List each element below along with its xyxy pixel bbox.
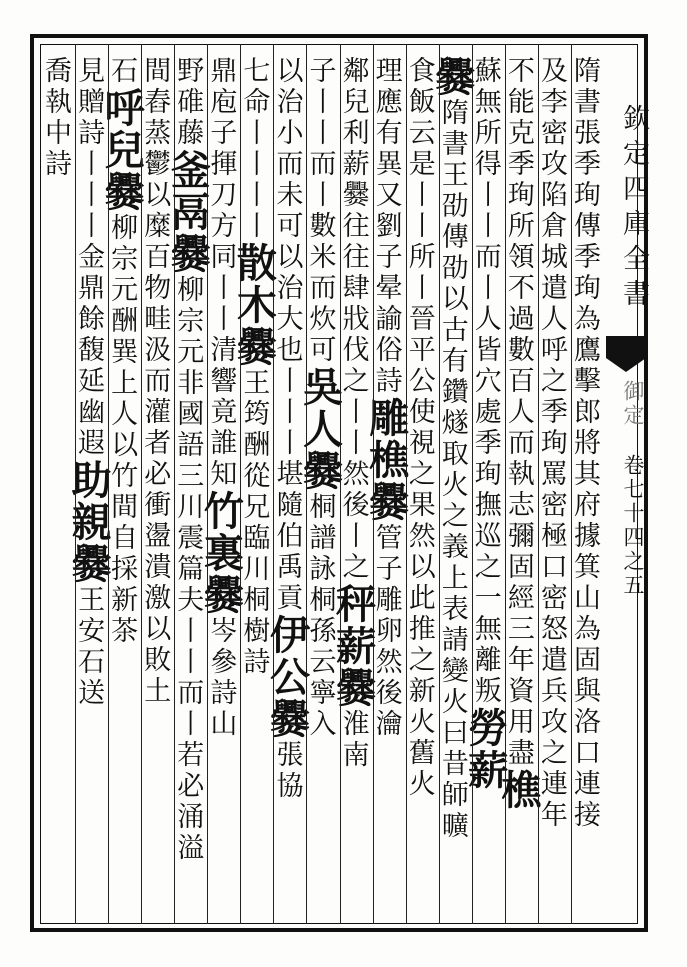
text-segment: 見贈詩丨丨丨金鼎餘馥延幽遐 [73, 56, 105, 459]
text-column [362, 56, 410, 916]
column-rule [207, 44, 208, 924]
text-segment: 間舂 [139, 56, 171, 118]
text-segment: 以治小而未可以治大也 [271, 56, 303, 366]
text-segment: 蘇無所得丨丨而丨人皆穴處季珣撫巡之一無離叛 [469, 56, 501, 707]
text-segment: 七命丨丨丨丨 [238, 56, 270, 242]
headword: 勞薪 [461, 707, 509, 791]
text-column [139, 56, 174, 916]
text-segment: 鼎庖子揮刀 [205, 56, 237, 211]
column-rule [306, 44, 307, 924]
text-segment: 石 [106, 56, 138, 87]
text-segment: 子丨丨而丨數米而炊可 [304, 56, 336, 366]
book-title: 欽定四庫全書 [618, 104, 649, 314]
headword: 吳人爨 [296, 366, 344, 492]
text-segment: 王安石送 [73, 585, 105, 709]
column-rule [108, 44, 109, 924]
column-rule [406, 44, 407, 924]
text-segment: 柳宗元酬巽上人以竹間自採新茶 [106, 213, 138, 647]
headword: 樵 [494, 769, 542, 811]
text-column [197, 56, 245, 916]
column-rule [75, 44, 76, 924]
text-segment: 野碓藤 [172, 56, 204, 149]
text-segment: 丨丨丨堪隨伯禹貢 [271, 366, 303, 614]
column-rule [240, 44, 241, 924]
column-rule [174, 44, 175, 924]
headword: 竹裏爨 [197, 490, 245, 616]
text-segment: 隋書張季珣傳季珣為鷹擊郎將其府據箕山為固與洛口連接 [568, 56, 600, 831]
text-column [65, 56, 113, 916]
headword: 散木爨 [230, 242, 278, 368]
text-column [568, 56, 604, 916]
column-rule [505, 44, 506, 924]
page-margin [606, 44, 649, 924]
text-segment: 淮南 [337, 709, 369, 771]
text-column [329, 56, 377, 916]
volume-label: 卷七十四之五 [621, 454, 645, 598]
text-column [428, 56, 476, 916]
text-segment: 食飯云是丨丨所丨晉平公使視之果然以此推之新火舊火 [403, 56, 435, 800]
text-segment: 不能克季珣所領不過數百人而執志彌固經三年資用盡 [502, 56, 534, 769]
text-column [461, 56, 509, 916]
text-column [296, 56, 344, 916]
text-segment: 桐譜詠桐孫云寧入 [304, 492, 336, 740]
text-segment: 蒸鬱以糜百物畦汲而灌者必衝盪潰激以敗土 [139, 118, 171, 707]
text-segment: 柳宗元非國語三川震篇夫丨丨而丨若必涌溢 [172, 275, 204, 864]
fishtail-notch [606, 358, 646, 372]
text-column [403, 56, 439, 916]
text-segment: 方同丨丨清響竟誰知 [205, 211, 237, 490]
headword: 呼兒爨 [98, 87, 146, 213]
faded-heading: 御定 [621, 380, 645, 428]
column-rule [571, 44, 572, 924]
text-column [230, 56, 278, 916]
headword: 秤薪爨 [329, 583, 377, 709]
text-column [40, 56, 75, 916]
column-rule [472, 44, 473, 924]
text-column [164, 56, 212, 916]
text-column [98, 56, 146, 916]
column-rule [340, 44, 341, 924]
text-segment: 理應有異又劉子晕諭俗詩 [370, 56, 402, 397]
text-segment: 管子雕卵然後瀹 [370, 523, 402, 740]
text-column [535, 56, 571, 916]
headword: 爨 [428, 56, 476, 98]
headword: 雕樵爨 [362, 397, 410, 523]
column-rule [439, 44, 440, 924]
text-column [263, 56, 311, 916]
text-segment: 鄰兒利薪爨往往肆戕伐 [337, 56, 369, 366]
text-segment: 張協 [271, 740, 303, 802]
text-segment: 岑參詩山 [205, 616, 237, 740]
text-column [494, 56, 542, 916]
text-segment: 王筠酬從兄臨川桐樹詩 [238, 368, 270, 678]
column-rule [273, 44, 274, 924]
column-rule [538, 44, 539, 924]
column-rule [141, 44, 142, 924]
column-rule [373, 44, 374, 924]
headword: 伊公爨 [263, 614, 311, 740]
text-segment: 隋書王劭傳劭以古有鑽燧取火之義上表請變火曰昔師曠 [436, 98, 468, 842]
text-segment: 之丨丨然後丨之 [337, 366, 369, 583]
fishtail-mark [606, 336, 646, 358]
headword: 助親爨 [65, 459, 113, 585]
headword: 釜鬲爨 [164, 149, 212, 275]
text-segment: 及李密攻陷倉城遣人呼之季珣罵密極口密怒遣兵攻之連年 [535, 56, 567, 831]
text-segment: 喬執中詩 [40, 56, 72, 180]
